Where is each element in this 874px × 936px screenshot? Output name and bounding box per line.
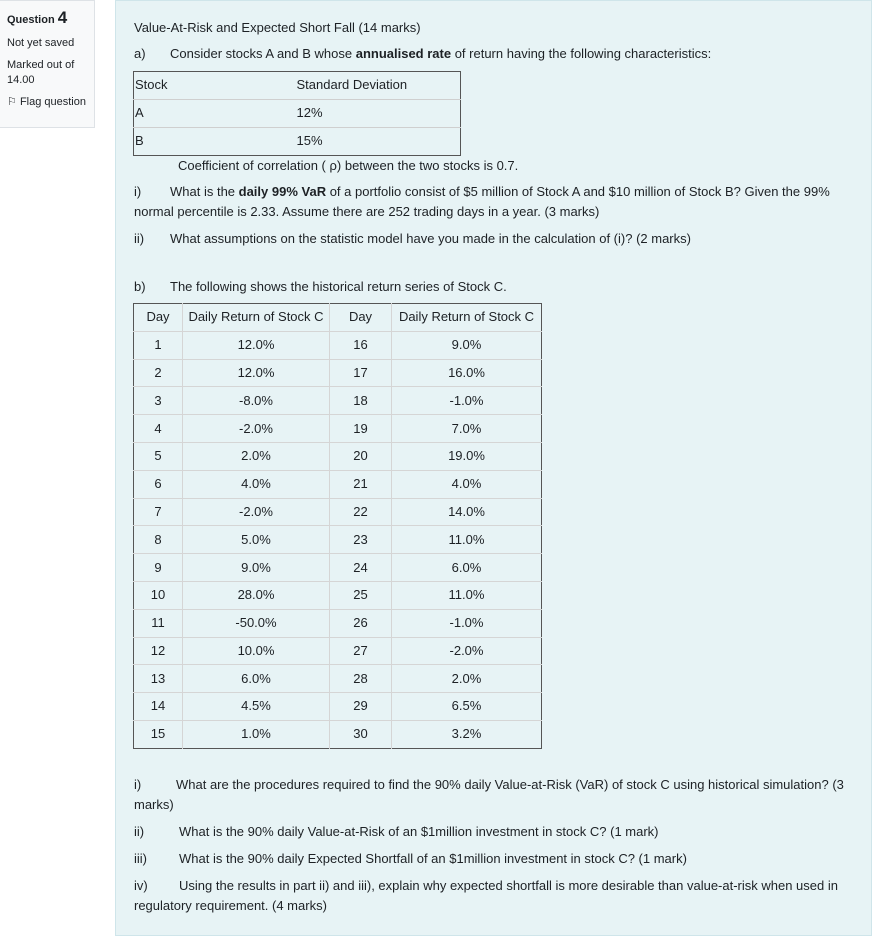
table-cell: 11.0% <box>392 581 542 609</box>
table-cell: 29 <box>330 693 392 721</box>
table-row <box>134 359 542 387</box>
table-cell: 16.0% <box>392 359 542 387</box>
question-label: Question <box>7 14 55 26</box>
part-b-q4-text: Using the results in part ii) and iii), explain why expected shortfall is more desirable than value-at-risk when used in regulatory requirement. (4 marks) <box>134 878 838 914</box>
table-cell: 12.0% <box>183 331 330 359</box>
table-cell: 15% <box>296 128 461 156</box>
table-cell: 5 <box>134 442 183 470</box>
part-b-label: b) <box>134 279 146 294</box>
table-cell: 9 <box>134 554 183 582</box>
flag-icon: ⚐ <box>7 96 17 109</box>
part-a-q2-label: ii) <box>134 231 145 246</box>
part-b-q4-label: iv) <box>134 878 148 893</box>
historical-returns-table <box>133 303 542 749</box>
part-b-q1-text: What are the procedures required to find the 90% daily Value-at-Risk (VaR) of stock C using historical simulation? (3 marks) <box>134 777 844 813</box>
part-b-q1-label: i) <box>134 777 142 792</box>
table-row <box>134 470 542 498</box>
table-cell: 9.0% <box>392 331 542 359</box>
table-cell: 4.0% <box>183 470 330 498</box>
table-cell: 26 <box>330 609 392 637</box>
table-cell: -2.0% <box>183 498 330 526</box>
table-cell: 23 <box>330 526 392 554</box>
part-a-q2-text: What assumptions on the statistic model have you made in the calculation of (i)? (2 marks) <box>170 231 691 246</box>
part-b-question-4 <box>134 876 855 916</box>
table-row <box>134 581 542 609</box>
table-cell: 30 <box>330 720 392 748</box>
table-row <box>134 128 461 156</box>
table-header-cell: Day <box>330 304 392 332</box>
flag-question-link[interactable] <box>7 95 87 110</box>
table-cell: 9.0% <box>183 554 330 582</box>
table-cell: 21 <box>330 470 392 498</box>
table-cell: 25 <box>330 581 392 609</box>
table-cell: 4 <box>134 415 183 443</box>
table-cell: 2.0% <box>392 665 542 693</box>
table-cell: 12.0% <box>183 359 330 387</box>
table-cell: 7 <box>134 498 183 526</box>
table-cell: 24 <box>330 554 392 582</box>
table-cell: 5.0% <box>183 526 330 554</box>
question-number: 4 <box>57 8 68 27</box>
table-cell: 6.0% <box>392 554 542 582</box>
table-cell: 15 <box>134 720 183 748</box>
table-cell: 6.0% <box>183 665 330 693</box>
part-b-q2-text: What is the 90% daily Value-at-Risk of an $1million investment in stock C? (1 mark) <box>179 824 659 839</box>
table-cell: 14.0% <box>392 498 542 526</box>
table-cell: B <box>134 128 296 156</box>
table-cell: 17 <box>330 359 392 387</box>
table-cell: 16 <box>330 331 392 359</box>
table-cell: 8 <box>134 526 183 554</box>
table-row <box>134 609 542 637</box>
table-cell: 10 <box>134 581 183 609</box>
std-dev-table <box>133 71 461 156</box>
part-a-intro <box>134 44 855 64</box>
table-cell: 3.2% <box>392 720 542 748</box>
part-a-q1-text: What is the <box>170 184 239 199</box>
table-cell: 28.0% <box>183 581 330 609</box>
table-row <box>134 442 542 470</box>
part-b-question-3 <box>134 849 855 869</box>
table-cell: 13 <box>134 665 183 693</box>
part-b-intro-text: The following shows the historical return series of Stock C. <box>170 279 507 294</box>
part-b-q3-text: What is the 90% daily Expected Shortfall of an $1million investment in stock C? (1 mark) <box>179 851 687 866</box>
table-cell: A <box>134 100 296 128</box>
table-cell: 22 <box>330 498 392 526</box>
table-cell: 12% <box>296 100 461 128</box>
table-cell: 7.0% <box>392 415 542 443</box>
table-cell: -2.0% <box>183 415 330 443</box>
part-b-q3-label: iii) <box>134 851 147 866</box>
table-header-cell: Stock <box>135 77 168 93</box>
table-row <box>134 100 461 128</box>
part-a-intro-text: Consider stocks A and B whose <box>170 46 356 61</box>
table-cell: 6 <box>134 470 183 498</box>
table-cell: 11.0% <box>392 526 542 554</box>
table-cell: 14 <box>134 693 183 721</box>
table-cell: 28 <box>330 665 392 693</box>
table-header-cell: Day <box>146 309 170 325</box>
table-cell: 1.0% <box>183 720 330 748</box>
table-cell: -50.0% <box>183 609 330 637</box>
part-a-q1-bold: daily 99% VaR <box>238 184 327 199</box>
flag-question-label: Flag question <box>19 96 86 109</box>
part-a-intro-bold: annualised rate <box>355 46 452 61</box>
correlation-text: Coefficient of correlation ( ρ) between the two stocks is 0.7. <box>178 158 519 173</box>
table-cell: 1 <box>134 331 183 359</box>
table-row <box>134 498 542 526</box>
question-info-panel <box>0 0 95 128</box>
question-content <box>115 0 872 936</box>
table-row <box>134 387 542 415</box>
question-title: Value-At-Risk and Expected Short Fall (14 marks) <box>134 20 421 35</box>
part-b-question-2 <box>134 822 855 842</box>
table-cell: 12 <box>134 637 183 665</box>
table-header-cell: Standard Deviation <box>296 77 408 93</box>
part-a-q1-label: i) <box>134 184 142 199</box>
table-cell: 2.0% <box>183 442 330 470</box>
table-cell: 3 <box>134 387 183 415</box>
table-row <box>134 304 542 332</box>
table-header-cell: Daily Return of Stock C <box>183 304 330 332</box>
part-b-intro <box>134 277 855 297</box>
table-cell: 2 <box>134 359 183 387</box>
part-b-question-1 <box>134 775 855 815</box>
table-cell: -2.0% <box>392 637 542 665</box>
table-row <box>134 665 542 693</box>
table-row <box>134 331 542 359</box>
table-row <box>134 72 461 100</box>
table-row <box>134 693 542 721</box>
table-row <box>134 720 542 748</box>
table-cell: 20 <box>330 442 392 470</box>
table-cell: 10.0% <box>183 637 330 665</box>
part-a-label: a) <box>134 46 146 61</box>
table-cell: 6.5% <box>392 693 542 721</box>
table-header-cell: Daily Return of Stock C <box>392 304 542 332</box>
part-a-intro-text-end: of return having the following characteristics: <box>451 46 712 61</box>
part-b-q2-label: ii) <box>134 824 145 839</box>
table-cell: 11 <box>134 609 183 637</box>
part-a-question-1 <box>134 182 855 222</box>
table-cell: 19 <box>330 415 392 443</box>
part-a-question-2 <box>134 229 855 249</box>
table-cell: 4.0% <box>392 470 542 498</box>
table-row <box>134 526 542 554</box>
table-cell: 18 <box>330 387 392 415</box>
table-row <box>134 637 542 665</box>
part-a-q1-text-end: of a portfolio consist of $5 million of Stock A and $10 million of Stock B? Given the 99% normal percentile is 2.33. Assume there are 252 trading days in a year. (3 marks) <box>134 184 830 220</box>
table-cell: 19.0% <box>392 442 542 470</box>
question-number-heading <box>7 7 87 30</box>
table-cell: -1.0% <box>392 609 542 637</box>
table-cell: 27 <box>330 637 392 665</box>
table-cell: 4.5% <box>183 693 330 721</box>
question-state: Not yet saved <box>7 36 75 49</box>
question-marks: Marked out of 14.00 <box>7 58 75 86</box>
table-cell: -8.0% <box>183 387 330 415</box>
table-row <box>134 554 542 582</box>
table-cell: -1.0% <box>392 387 542 415</box>
table-row <box>134 415 542 443</box>
